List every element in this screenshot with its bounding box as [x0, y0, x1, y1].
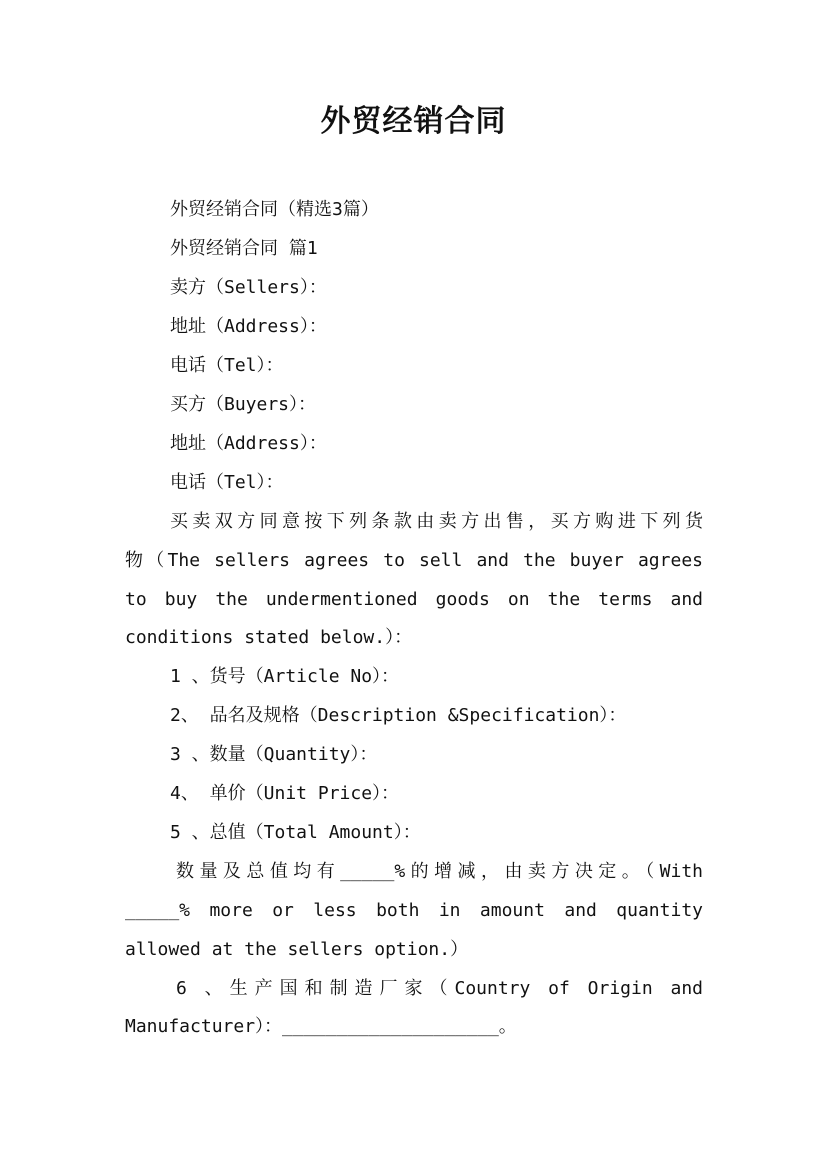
section-heading: 外贸经销合同 篇1	[170, 238, 318, 259]
origin-clause-line-2: Manufacturer）：____________________。	[125, 1016, 517, 1037]
clause-unit-price: 4、 单价（Unit Price）：	[170, 783, 400, 804]
document-title: 外贸经销合同	[320, 104, 507, 139]
buyer-address-label: 地址（Address）：	[170, 433, 327, 454]
agreement-paragraph-line-4: conditions stated below.）：	[125, 627, 413, 648]
tolerance-paragraph-line-3: allowed at the sellers option.）	[125, 939, 469, 960]
agreement-paragraph-line-1: 买卖双方同意按下列条款由卖方出售，买方购进下列货	[170, 511, 703, 532]
seller-address-label: 地址（Address）：	[170, 316, 327, 337]
origin-clause-line-1: 6 、生产国和制造厂家（Country of Origin and	[176, 978, 703, 999]
clause-article-no: 1 、货号（Article No）：	[170, 666, 400, 687]
agreement-paragraph-line-2: 物（The sellers agrees to sell and the buyer agrees	[125, 550, 703, 571]
agreement-paragraph-line-3: to buy the undermentioned goods on the terms and	[125, 589, 703, 610]
tolerance-paragraph-line-2: _____% more or less both in amount and quantity	[125, 900, 703, 921]
seller-tel-label: 电话（Tel）：	[170, 355, 284, 376]
clause-total-amount: 5 、总值（Total Amount）：	[170, 822, 421, 843]
tolerance-paragraph-line-1: 数量及总值均有_____%的增减，由卖方决定。（With	[176, 861, 703, 882]
clause-quantity: 3 、数量（Quantity）：	[170, 744, 378, 765]
seller-label: 卖方（Sellers）：	[170, 277, 327, 298]
buyer-tel-label: 电话（Tel）：	[170, 472, 284, 493]
buyer-label: 买方（Buyers）：	[170, 394, 317, 415]
subtitle-line: 外贸经销合同（精选3篇）	[170, 199, 379, 220]
clause-description: 2、 品名及规格（Description &Specification）：	[170, 705, 627, 726]
